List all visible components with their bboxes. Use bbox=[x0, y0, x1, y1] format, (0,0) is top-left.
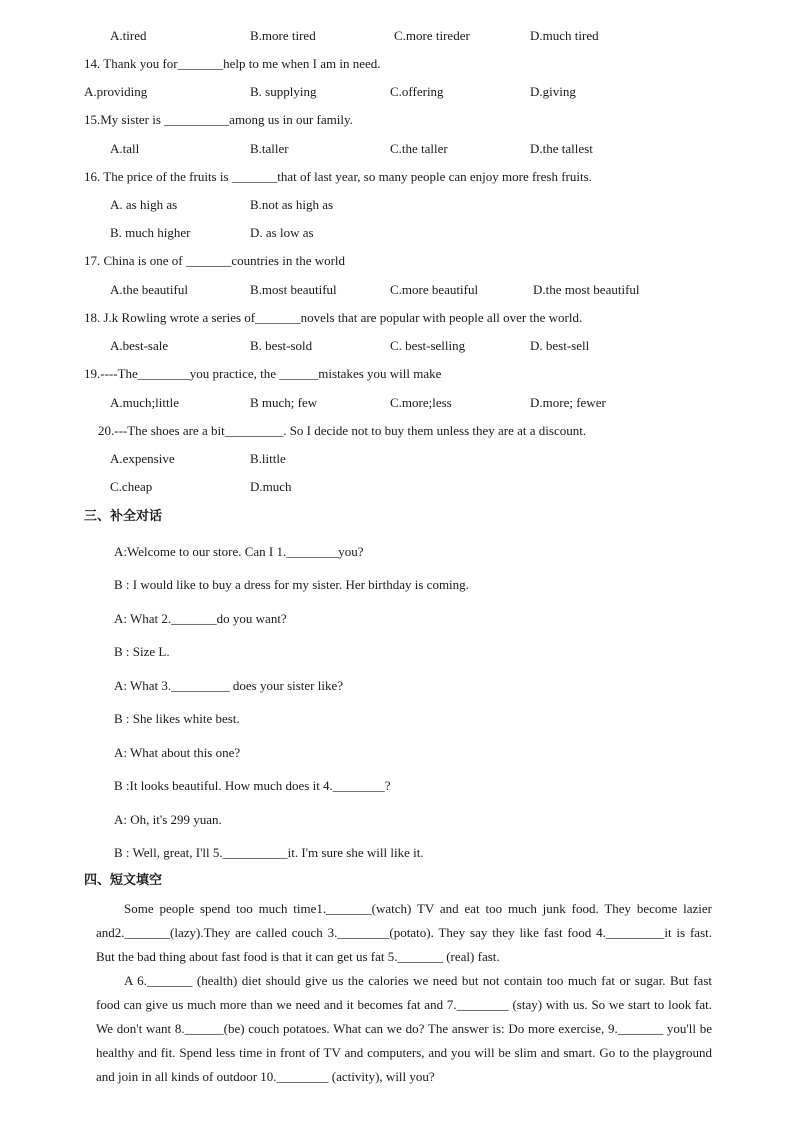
option-c: B. much higher bbox=[110, 225, 191, 240]
dialogue-line: B : Well, great, I'll 5.__________it. I'm sure she will like it. bbox=[114, 845, 424, 860]
option-c: C.more;less bbox=[390, 395, 452, 410]
option-a: A.best-sale bbox=[110, 338, 169, 353]
dialogue-line: A: Oh, it's 299 yuan. bbox=[114, 812, 222, 827]
option-d: D.the tallest bbox=[530, 141, 593, 156]
passage-paragraph: Some people spend too much time1._______(watch) TV and eat too much junk food. They become lazier and2._______(lazy).They are called couch 3.________(potato). They say they like fast food 4._________it is fast. But the bad thing about fast food is that it can get us fat 5._______ (real) fast. bbox=[96, 901, 712, 964]
option-d: D.the most beautiful bbox=[533, 282, 640, 297]
question-stem: 18. J.k Rowling wrote a series of_______novels that are popular with people all over the world. bbox=[84, 310, 583, 325]
dialogue-line: B : She likes white best. bbox=[114, 711, 240, 726]
section-heading: 三、补全对话 bbox=[84, 509, 163, 524]
question-stem: 20.---The shoes are a bit_________. So I decide not to buy them unless they are at a discount. bbox=[98, 423, 587, 438]
question-stem: 16. The price of the fruits is _______that of last year, so many people can enjoy more fresh fruits. bbox=[84, 169, 592, 184]
passage bbox=[96, 897, 712, 1089]
dialogue-line: B : I would like to buy a dress for my sister. Her birthday is coming. bbox=[114, 577, 469, 592]
option-a: A. as high as bbox=[110, 197, 178, 212]
option-a: A.providing bbox=[84, 84, 148, 99]
option-c: C.more tireder bbox=[394, 28, 470, 43]
option-b: B. best-sold bbox=[250, 338, 313, 353]
option-a: A.tall bbox=[110, 141, 140, 156]
dialogue-line: B :It looks beautiful. How much does it 4.________? bbox=[114, 778, 391, 793]
option-b: B.taller bbox=[250, 141, 289, 156]
option-b: B much; few bbox=[250, 395, 318, 410]
dialogue-line: A: What about this one? bbox=[114, 745, 241, 760]
option-d: D.much tired bbox=[530, 28, 599, 43]
option-d: D. best-sell bbox=[530, 338, 590, 353]
section-heading: 四、短文填空 bbox=[84, 873, 163, 888]
dialogue-line: A: What 2._______do you want? bbox=[114, 611, 287, 626]
option-c: C.offering bbox=[390, 84, 444, 99]
option-d: D.giving bbox=[530, 84, 576, 99]
option-b: B.little bbox=[250, 451, 286, 466]
dialogue-line: A:Welcome to our store. Can I 1.________you? bbox=[114, 544, 364, 559]
option-d: D. as low as bbox=[250, 225, 314, 240]
passage-paragraph: A 6._______ (health) diet should give us the calories we need but not contain too much fat or sugar. But fast food can give us much more than we need and it becomes fat and 7.________ (stay) with us. So we start to look fat. We don't want 8.______(be) couch potatoes. What can we do? The answer is: Do more exercise, 9._______ you'll be healthy and fit. Spend less time in front of TV and computers, and you will be slim and smart. Go to the playground and join in all kinds of outdoor 10.________ (activity), will you? bbox=[96, 973, 712, 1084]
question-stem: 17. China is one of _______countries in the world bbox=[84, 253, 346, 268]
option-b: B.not as high as bbox=[250, 197, 334, 212]
option-c: C.cheap bbox=[110, 479, 153, 494]
option-d: D.much bbox=[250, 479, 292, 494]
question-stem: 14. Thank you for_______help to me when I am in need. bbox=[84, 56, 381, 71]
option-b: B. supplying bbox=[250, 84, 317, 99]
option-b: B.most beautiful bbox=[250, 282, 337, 297]
option-a: A.the beautiful bbox=[110, 282, 188, 297]
option-c: C.more beautiful bbox=[390, 282, 479, 297]
option-a: A.expensive bbox=[110, 451, 175, 466]
option-c: C. best-selling bbox=[390, 338, 466, 353]
dialogue-line: A: What 3._________ does your sister like? bbox=[114, 678, 344, 693]
option-a: A.tired bbox=[110, 28, 147, 43]
option-a: A.much;little bbox=[110, 395, 179, 410]
question-stem: 19.----The________you practice, the ______mistakes you will make bbox=[84, 366, 442, 381]
dialogue-line: B : Size L. bbox=[114, 644, 170, 659]
option-c: C.the taller bbox=[390, 141, 448, 156]
question-stem: 15.My sister is __________among us in our family. bbox=[84, 112, 353, 127]
option-b: B.more tired bbox=[250, 28, 316, 43]
option-d: D.more; fewer bbox=[530, 395, 606, 410]
